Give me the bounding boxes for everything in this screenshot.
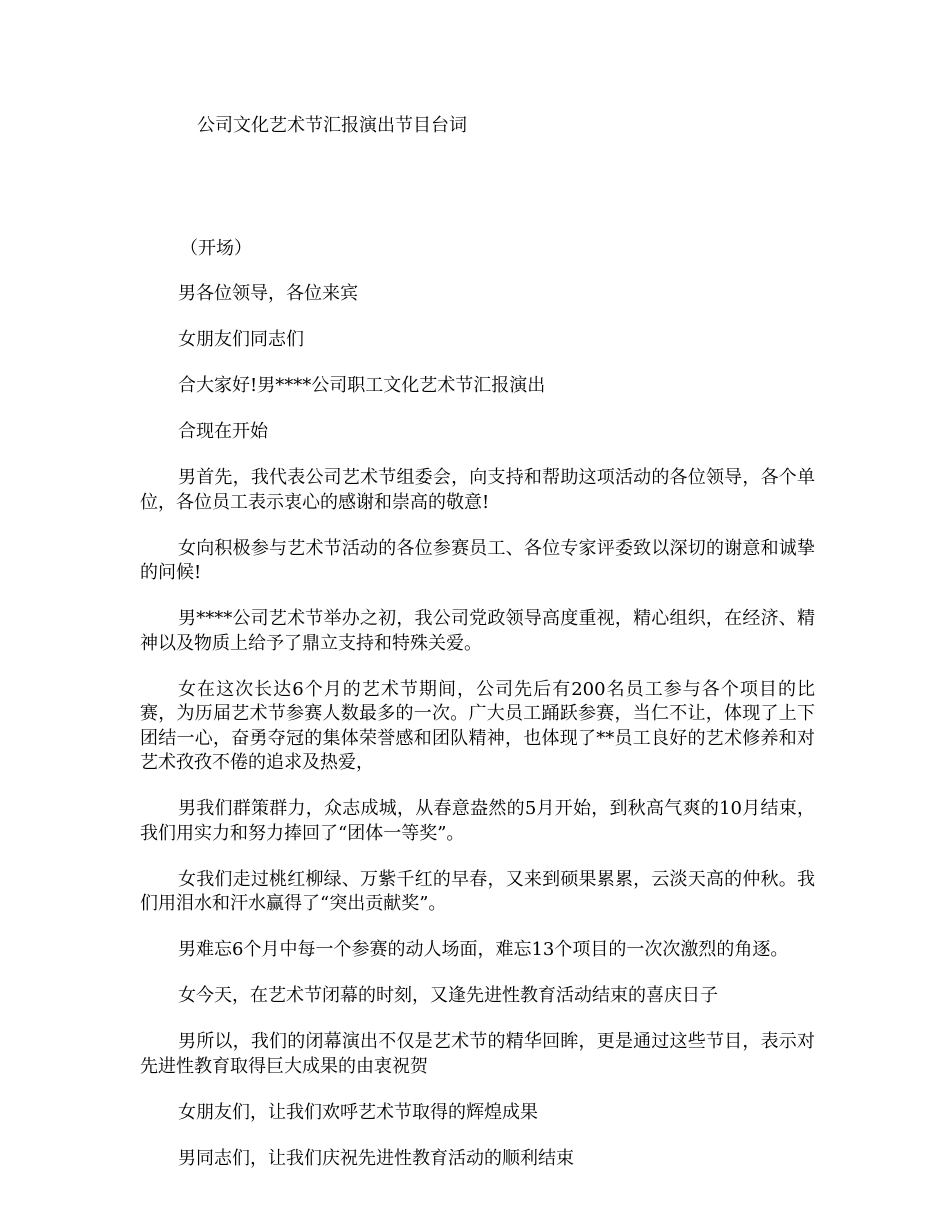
script-line: 男同志们，让我们庆祝先进性教育活动的顺利结束	[178, 1147, 574, 1169]
script-line: 女朋友们同志们	[178, 329, 304, 350]
script-line: 合大家好!男****公司职工文化艺术节汇报演出	[178, 375, 546, 396]
script-line: 女今天，在艺术节闭幕的时刻，又逢先进性教育活动结束的喜庆日子	[178, 985, 718, 1006]
script-line: 男各位领导，各位来宾	[178, 283, 358, 304]
script-line: 女在这次长达6个月的艺术节期间，公司先后有200名员工参与各个项目的比赛，为历届艺术节参赛人数最多的一次。广大员工踊跃参赛，当仁不让，体现了上下团结一心，奋勇夺冠的集体荣誉感和团队精神，也体现了**员工良好的艺术修养和对艺术孜孜不倦的追求及热爱，	[140, 678, 815, 773]
script-line: 男首先，我代表公司艺术节组委会，向支持和帮助这项活动的各位领导，各个单位，各位员工表示衷心的感谢和崇高的敬意!	[140, 467, 815, 513]
scene-heading: （开场）	[180, 238, 252, 259]
script-line: 女朋友们，让我们欢呼艺术节取得的辉煌成果	[178, 1101, 538, 1123]
script-line: 男所以，我们的闭幕演出不仅是艺术节的精华回眸，更是通过这些节目，表示对先进性教育取得巨大成果的由衷祝贺	[140, 1031, 815, 1077]
script-line: 合现在开始	[178, 421, 268, 442]
script-line: 女向积极参与艺术节活动的各位参赛员工、各位专家评委致以深切的谢意和诚挚的问候!	[140, 537, 815, 583]
script-line: 男难忘6个月中每一个参赛的动人场面，难忘13个项目的一次次激烈的角逐。	[178, 939, 789, 960]
script-line: 男****公司艺术节举办之初，我公司党政领导高度重视，精心组织，在经济、精神以及物质上给予了鼎立支持和特殊关爱。	[140, 608, 815, 654]
document-title: 公司文化艺术节汇报演出节目台词	[197, 115, 467, 136]
script-line: 女我们走过桃红柳绿、万紫千红的早春，又来到硕果累累，云淡天高的仲秋。我们用泪水和汗水赢得了“突出贡献奖”。	[140, 868, 815, 914]
script-line: 男我们群策群力，众志成城，从春意盎然的5月开始，到秋高气爽的10月结束，我们用实力和努力捧回了“团体一等奖”。	[140, 798, 815, 844]
script-body	[140, 282, 815, 1193]
